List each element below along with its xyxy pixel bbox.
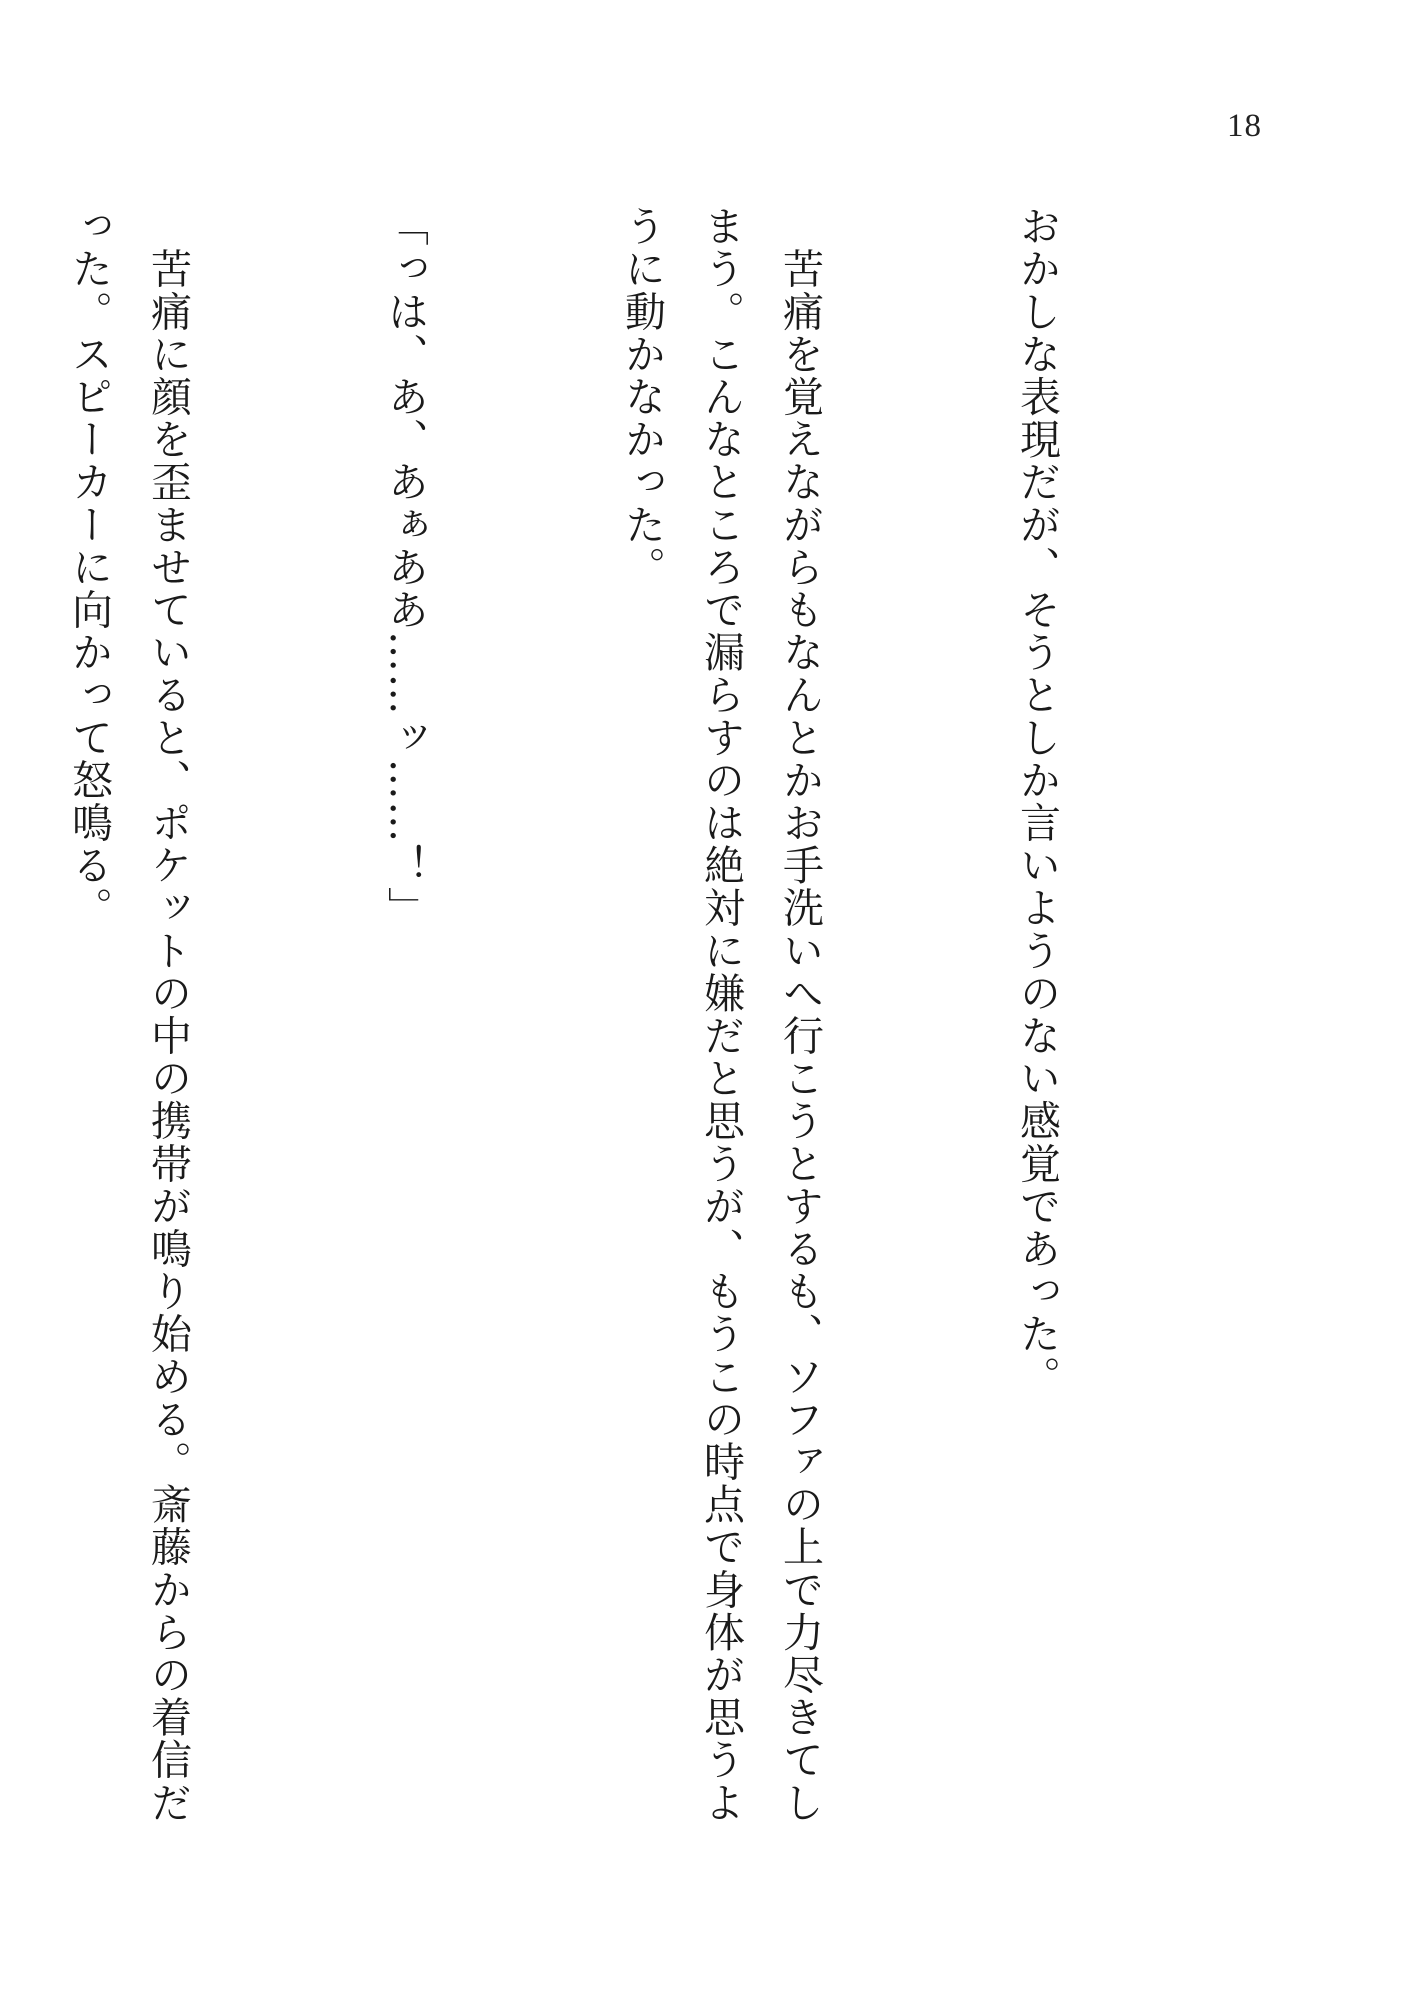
paragraph: 苦痛を覚えながらもなんとかお手洗いへ行こうとするも、ソファの上で力尽きてしまう。こんなところで漏らすのは絶対に嫌だと思うが、もうこの時点で身体が思うように動かなかった。 <box>618 205 824 1824</box>
paragraph: 苦痛に顔を歪ませていると、ポケットの中の携帯が鳴り始める。斎藤からの着信だった。スピーカーに向かって怒鳴る。 <box>65 205 192 1824</box>
page-number: 18 <box>1227 108 1262 144</box>
paragraph: 「っは、あ、あぁああ……ッ……！」 <box>381 205 429 930</box>
paragraph: おかしな表現だが、そうとしか言いようのない感覚であった。 <box>1013 205 1061 1398</box>
vertical-text-body <box>0 205 1234 1855</box>
